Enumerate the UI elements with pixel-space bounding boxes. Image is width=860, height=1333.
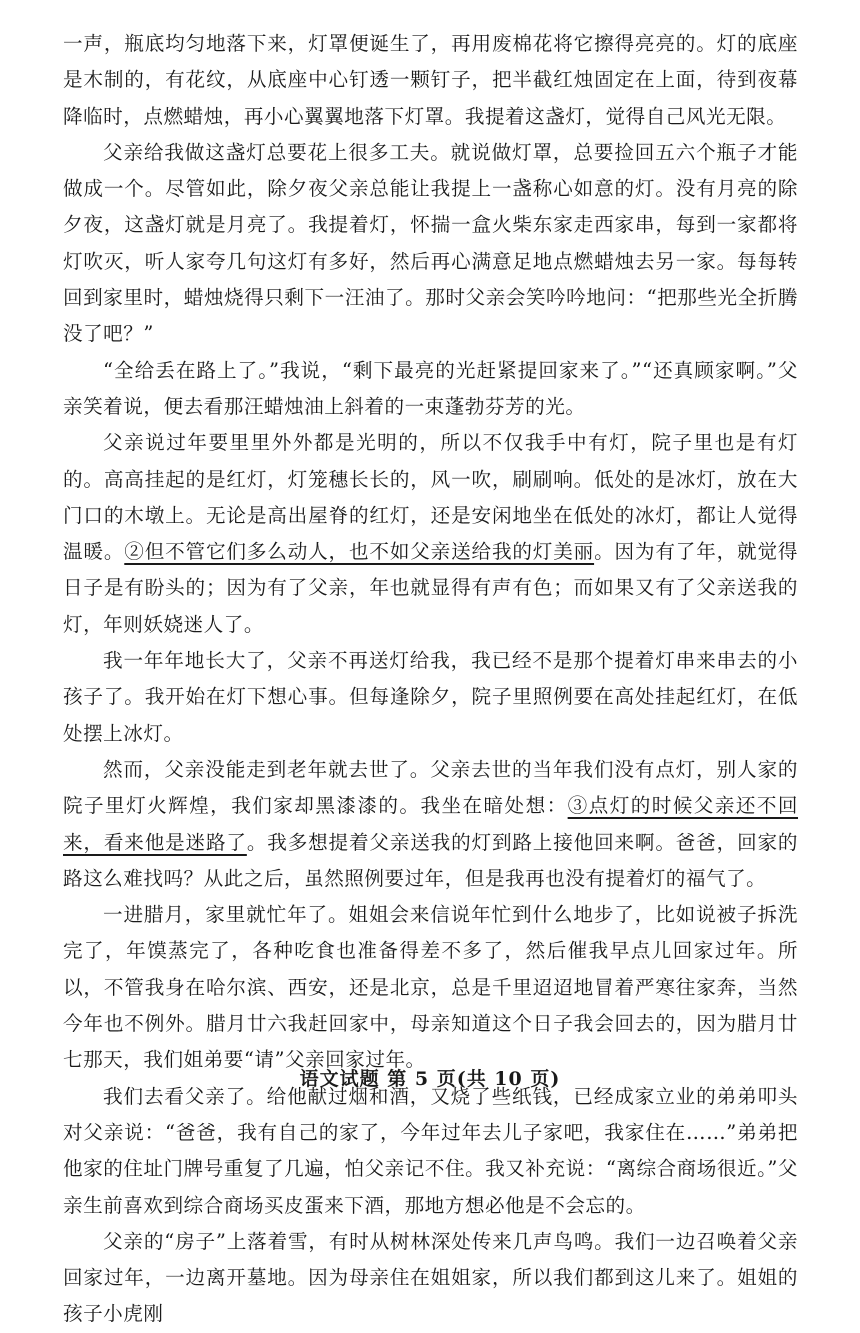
document-body xyxy=(63,26,798,1333)
paragraph xyxy=(63,752,798,897)
paragraph xyxy=(63,425,798,643)
underlined-sentence: ②但不管它们多么动人，也不如父亲送给我的灯美丽 xyxy=(124,540,595,564)
paragraph-text: 一声，瓶底均匀地落下来，灯罩便诞生了，再用废棉花将它擦得亮亮的。灯的底座是木制的，有花纹，从底座中心钉透一颗钉子，把半截红烛固定在上面，待到夜幕降临时，点燃蜡烛，再小心翼翼地落下灯罩。我提着这盏灯，觉得自己风光无限。 xyxy=(63,32,798,128)
paragraph xyxy=(63,1224,798,1333)
paragraph xyxy=(63,353,798,426)
paragraph-text: 父亲给我做这盏灯总要花上很多工夫。就说做灯罩，总要捡回五六个瓶子才能做成一个。尽管如此，除夕夜父亲总能让我提上一盏称心如意的灯。没有月亮的除夕夜，这盏灯就是月亮了。我提着灯，怀揣一盒火柴东家走西家串，每到一家都将灯吹灭，听人家夸几句这灯有多好，然后再心满意足地点燃蜡烛去另一家。每每转回到家里时，蜡烛烧得只剩下一汪油了。那时父亲会笑吟吟地问：“把那些光全折腾没了吧？” xyxy=(63,140,798,346)
paragraph-text: 父亲说过年要里里外外都是光明的，所以不仅我手中有灯，院子里也是有灯的。高高挂起的是红灯，灯笼穗长长的，风一吹，刷刷响。低处的是冰灯，放在大门口的木墩上。无论是高出屋脊的红灯，还是安闲地坐在低处的冰灯，都让人觉得温暖。 xyxy=(63,431,798,564)
paragraph xyxy=(63,135,798,353)
paragraph-text: 一进腊月，家里就忙年了。姐姐会来信说年忙到什么地步了，比如说被子拆洗完了，年馍蒸完了，各种吃食也准备得差不多了，然后催我早点儿回家过年。所以，不管我身在哈尔滨、西安，还是北京，总是千里迢迢地冒着严寒往家奔，当然今年也不例外。腊月廿六我赶回家中，母亲知道这个日子我会回去的，因为腊月廿七那天，我们姐弟要“请”父亲回家过年。 xyxy=(63,903,798,1072)
paragraph xyxy=(63,643,798,752)
paragraph xyxy=(63,1079,798,1224)
paragraph xyxy=(63,897,798,1078)
paragraph-text: 。我多想提着父亲送我的灯到路上接他回来啊。爸爸，回家的路这么难找吗？从此之后，虽然照例要过年，但是我再也没有提着灯的福气了。 xyxy=(63,830,799,890)
paragraph-text: 然而，父亲没能走到老年就去世了。父亲去世的当年我们没有点灯，别人家的院子里灯火辉煌，我们家却黑漆漆的。我坐在暗处想： xyxy=(63,757,798,818)
paragraph-text: 父亲的“房子”上落着雪，有时从树林深处传来几声鸟鸣。我们一边召唤着父亲回家过年，一边离开墓地。因为母亲住在姐姐家，所以我们都到这儿来了。姐姐的孩子小虎刚 xyxy=(63,1229,798,1326)
page-footer: 语文试题 第 5 页(共 10 页) xyxy=(299,1068,561,1090)
paragraph-text: “全给丢在路上了。”我说，“剩下最亮的光赶紧提回家来了。”“还真顾家啊。”父亲笑着说，便去看那汪蜡烛油上斜着的一束蓬勃芬芳的光。 xyxy=(63,358,798,418)
paragraph-text: 。因为有了年，就觉得日子是有盼头的；因为有了父亲，年也就显得有声有色；而如果又有了父亲送我的灯，年则妖娆迷人了。 xyxy=(63,540,799,636)
paragraph-text: 我们去看父亲了。给他献过烟和酒，又烧了些纸钱，已经成家立业的弟弟叩头对父亲说：“爸爸，我有自己的家了，今年过年去儿子家吧，我家住在……”弟弟把他家的住址门牌号重复了几遍，怕父亲记不住。我又补充说：“离综合商场很近。”父亲生前喜欢到综合商场买皮蛋来下酒，那地方想必他是不会忘的。 xyxy=(63,1084,798,1217)
underlined-sentence: ③点灯的时候父亲还不回来，看来他是迷路了 xyxy=(63,794,799,854)
paragraph xyxy=(63,26,798,135)
paragraph-text: 我一年年地长大了，父亲不再送灯给我，我已经不是那个提着灯串来串去的小孩子了。我开始在灯下想心事。但每逢除夕，院子里照例要在高处挂起红灯，在低处摆上冰灯。 xyxy=(63,649,798,745)
